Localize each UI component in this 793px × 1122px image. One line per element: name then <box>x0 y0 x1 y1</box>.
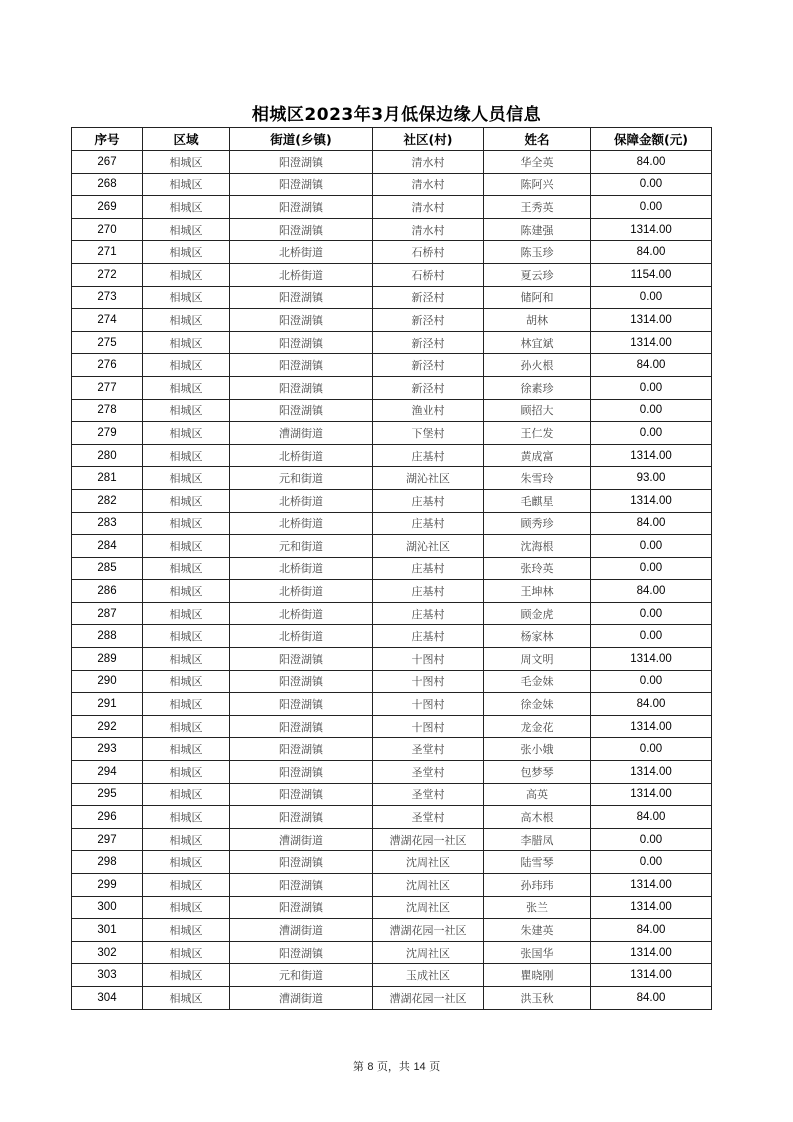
table-row <box>72 806 712 829</box>
cell-name: 徐金妹 <box>484 693 591 716</box>
cell-amount: 0.00 <box>591 738 712 761</box>
cell-amount: 84.00 <box>591 354 712 377</box>
table-row <box>72 422 712 445</box>
cell-index: 268 <box>72 173 143 196</box>
cell-name: 张小娥 <box>484 738 591 761</box>
cell-amount: 0.00 <box>591 670 712 693</box>
cell-name: 王坤林 <box>484 580 591 603</box>
cell-amount: 1314.00 <box>591 896 712 919</box>
column-header-name: 姓名 <box>484 128 591 151</box>
cell-index: 304 <box>72 986 143 1009</box>
cell-index: 276 <box>72 354 143 377</box>
page-title: 相城区2023年3月低保边缘人员信息 <box>251 105 542 125</box>
cell-community: 圣堂村 <box>373 761 484 784</box>
cell-name: 孙火根 <box>484 354 591 377</box>
cell-amount: 1314.00 <box>591 964 712 987</box>
cell-amount: 1154.00 <box>591 263 712 286</box>
cell-amount: 84.00 <box>591 512 712 535</box>
cell-district: 相城区 <box>143 489 230 512</box>
cell-community: 下堡村 <box>373 422 484 445</box>
cell-index: 279 <box>72 422 143 445</box>
cell-amount: 0.00 <box>591 196 712 219</box>
table-row <box>72 512 712 535</box>
cell-name: 徐素珍 <box>484 376 591 399</box>
cell-index: 283 <box>72 512 143 535</box>
cell-name: 高木根 <box>484 806 591 829</box>
cell-index: 302 <box>72 941 143 964</box>
cell-amount: 1314.00 <box>591 331 712 354</box>
cell-index: 286 <box>72 580 143 603</box>
cell-community: 清水村 <box>373 151 484 174</box>
table-row <box>72 738 712 761</box>
cell-district: 相城区 <box>143 376 230 399</box>
table-row <box>72 919 712 942</box>
cell-name: 沈海根 <box>484 535 591 558</box>
cell-name: 孙玮玮 <box>484 874 591 897</box>
cell-amount: 84.00 <box>591 151 712 174</box>
cell-street: 阳澄湖镇 <box>230 783 373 806</box>
cell-name: 陈玉珍 <box>484 241 591 264</box>
cell-name: 高英 <box>484 783 591 806</box>
column-header-index: 序号 <box>72 128 143 151</box>
table-row <box>72 354 712 377</box>
cell-index: 289 <box>72 648 143 671</box>
cell-index: 297 <box>72 828 143 851</box>
cell-amount: 1314.00 <box>591 783 712 806</box>
table-row <box>72 399 712 422</box>
table-row <box>72 851 712 874</box>
table-row <box>72 218 712 241</box>
table-row <box>72 986 712 1009</box>
cell-name: 陈建强 <box>484 218 591 241</box>
cell-community: 清水村 <box>373 173 484 196</box>
table-body <box>72 151 712 1010</box>
cell-district: 相城区 <box>143 761 230 784</box>
table-header-row <box>72 128 712 151</box>
cell-district: 相城区 <box>143 286 230 309</box>
table-row <box>72 783 712 806</box>
cell-name: 周文明 <box>484 648 591 671</box>
cell-street: 北桥街道 <box>230 263 373 286</box>
table-row <box>72 309 712 332</box>
cell-amount: 0.00 <box>591 557 712 580</box>
cell-amount: 84.00 <box>591 986 712 1009</box>
cell-community: 庄基村 <box>373 580 484 603</box>
cell-amount: 1314.00 <box>591 874 712 897</box>
column-header-street: 街道(乡镇) <box>230 128 373 151</box>
cell-index: 287 <box>72 602 143 625</box>
cell-community: 新泾村 <box>373 354 484 377</box>
cell-name: 顾招大 <box>484 399 591 422</box>
cell-district: 相城区 <box>143 241 230 264</box>
cell-district: 相城区 <box>143 874 230 897</box>
cell-district: 相城区 <box>143 738 230 761</box>
cell-index: 292 <box>72 715 143 738</box>
cell-district: 相城区 <box>143 354 230 377</box>
cell-amount: 0.00 <box>591 422 712 445</box>
cell-amount: 1314.00 <box>591 444 712 467</box>
table-row <box>72 376 712 399</box>
table-row <box>72 467 712 490</box>
cell-street: 阳澄湖镇 <box>230 196 373 219</box>
cell-district: 相城区 <box>143 715 230 738</box>
cell-district: 相城区 <box>143 512 230 535</box>
column-header-district: 区域 <box>143 128 230 151</box>
cell-index: 274 <box>72 309 143 332</box>
table-row <box>72 896 712 919</box>
cell-index: 275 <box>72 331 143 354</box>
cell-name: 龙金花 <box>484 715 591 738</box>
cell-street: 阳澄湖镇 <box>230 354 373 377</box>
cell-index: 269 <box>72 196 143 219</box>
cell-district: 相城区 <box>143 151 230 174</box>
table-row <box>72 964 712 987</box>
cell-community: 十图村 <box>373 670 484 693</box>
cell-community: 漕湖花园一社区 <box>373 986 484 1009</box>
cell-name: 毛金妹 <box>484 670 591 693</box>
table-row <box>72 557 712 580</box>
cell-index: 280 <box>72 444 143 467</box>
table-row <box>72 196 712 219</box>
cell-community: 圣堂村 <box>373 783 484 806</box>
cell-name: 顾金虎 <box>484 602 591 625</box>
cell-district: 相城区 <box>143 828 230 851</box>
cell-amount: 84.00 <box>591 806 712 829</box>
cell-street: 元和街道 <box>230 535 373 558</box>
cell-name: 毛麒星 <box>484 489 591 512</box>
cell-amount: 0.00 <box>591 851 712 874</box>
table-row <box>72 241 712 264</box>
cell-amount: 0.00 <box>591 828 712 851</box>
cell-amount: 0.00 <box>591 535 712 558</box>
cell-street: 阳澄湖镇 <box>230 399 373 422</box>
cell-name: 王秀英 <box>484 196 591 219</box>
cell-community: 十图村 <box>373 715 484 738</box>
cell-street: 北桥街道 <box>230 489 373 512</box>
cell-amount: 0.00 <box>591 399 712 422</box>
cell-street: 阳澄湖镇 <box>230 286 373 309</box>
cell-amount: 1314.00 <box>591 715 712 738</box>
cell-district: 相城区 <box>143 693 230 716</box>
cell-district: 相城区 <box>143 263 230 286</box>
cell-street: 阳澄湖镇 <box>230 738 373 761</box>
cell-street: 阳澄湖镇 <box>230 670 373 693</box>
cell-community: 庄基村 <box>373 444 484 467</box>
table-row <box>72 489 712 512</box>
cell-street: 北桥街道 <box>230 580 373 603</box>
table-row <box>72 535 712 558</box>
cell-community: 新泾村 <box>373 376 484 399</box>
cell-district: 相城区 <box>143 670 230 693</box>
cell-amount: 1314.00 <box>591 761 712 784</box>
cell-community: 新泾村 <box>373 331 484 354</box>
cell-street: 阳澄湖镇 <box>230 173 373 196</box>
cell-name: 黄成富 <box>484 444 591 467</box>
page-footer <box>0 1058 793 1074</box>
cell-amount: 84.00 <box>591 919 712 942</box>
cell-district: 相城区 <box>143 422 230 445</box>
cell-community: 新泾村 <box>373 286 484 309</box>
cell-name: 杨家林 <box>484 625 591 648</box>
table-row <box>72 331 712 354</box>
cell-district: 相城区 <box>143 173 230 196</box>
cell-district: 相城区 <box>143 964 230 987</box>
table-row <box>72 693 712 716</box>
cell-community: 庄基村 <box>373 512 484 535</box>
cell-index: 271 <box>72 241 143 264</box>
cell-index: 284 <box>72 535 143 558</box>
footer-middle: 页，共 <box>376 1060 410 1073</box>
cell-district: 相城区 <box>143 196 230 219</box>
cell-community: 湖沁社区 <box>373 535 484 558</box>
cell-amount: 1314.00 <box>591 941 712 964</box>
cell-amount: 1314.00 <box>591 218 712 241</box>
cell-community: 玉成社区 <box>373 964 484 987</box>
cell-index: 300 <box>72 896 143 919</box>
cell-street: 阳澄湖镇 <box>230 218 373 241</box>
cell-name: 储阿和 <box>484 286 591 309</box>
table-row <box>72 625 712 648</box>
cell-index: 291 <box>72 693 143 716</box>
cell-index: 303 <box>72 964 143 987</box>
cell-community: 漕湖花园一社区 <box>373 919 484 942</box>
cell-index: 281 <box>72 467 143 490</box>
cell-street: 北桥街道 <box>230 512 373 535</box>
cell-district: 相城区 <box>143 535 230 558</box>
cell-name: 夏云珍 <box>484 263 591 286</box>
cell-community: 沈周社区 <box>373 941 484 964</box>
cell-community: 十图村 <box>373 693 484 716</box>
cell-community: 新泾村 <box>373 309 484 332</box>
table-row <box>72 580 712 603</box>
cell-name: 朱雪玲 <box>484 467 591 490</box>
cell-street: 阳澄湖镇 <box>230 761 373 784</box>
cell-street: 漕湖街道 <box>230 422 373 445</box>
cell-street: 阳澄湖镇 <box>230 806 373 829</box>
column-header-amount: 保障金额(元) <box>591 128 712 151</box>
cell-street: 北桥街道 <box>230 625 373 648</box>
cell-index: 298 <box>72 851 143 874</box>
cell-street: 阳澄湖镇 <box>230 693 373 716</box>
table-row <box>72 263 712 286</box>
table-row <box>72 670 712 693</box>
cell-street: 阳澄湖镇 <box>230 648 373 671</box>
cell-index: 299 <box>72 874 143 897</box>
table-row <box>72 874 712 897</box>
cell-street: 阳澄湖镇 <box>230 151 373 174</box>
cell-index: 277 <box>72 376 143 399</box>
cell-community: 渔业村 <box>373 399 484 422</box>
cell-street: 漕湖街道 <box>230 986 373 1009</box>
cell-amount: 93.00 <box>591 467 712 490</box>
cell-name: 李腊凤 <box>484 828 591 851</box>
cell-street: 阳澄湖镇 <box>230 376 373 399</box>
cell-district: 相城区 <box>143 602 230 625</box>
cell-index: 273 <box>72 286 143 309</box>
cell-name: 胡林 <box>484 309 591 332</box>
cell-index: 290 <box>72 670 143 693</box>
cell-amount: 84.00 <box>591 693 712 716</box>
cell-district: 相城区 <box>143 783 230 806</box>
cell-name: 洪玉秋 <box>484 986 591 1009</box>
cell-community: 圣堂村 <box>373 806 484 829</box>
cell-name: 陈阿兴 <box>484 173 591 196</box>
table-row <box>72 173 712 196</box>
cell-street: 阳澄湖镇 <box>230 331 373 354</box>
cell-amount: 0.00 <box>591 286 712 309</box>
cell-name: 陆雪琴 <box>484 851 591 874</box>
cell-index: 301 <box>72 919 143 942</box>
cell-community: 十图村 <box>373 648 484 671</box>
cell-community: 庄基村 <box>373 602 484 625</box>
footer-suffix: 页 <box>429 1060 441 1073</box>
cell-index: 282 <box>72 489 143 512</box>
cell-district: 相城区 <box>143 919 230 942</box>
cell-amount: 0.00 <box>591 602 712 625</box>
cell-index: 285 <box>72 557 143 580</box>
cell-community: 庄基村 <box>373 557 484 580</box>
cell-district: 相城区 <box>143 986 230 1009</box>
cell-street: 北桥街道 <box>230 241 373 264</box>
cell-name: 张国华 <box>484 941 591 964</box>
table-row <box>72 151 712 174</box>
cell-name: 张玲英 <box>484 557 591 580</box>
cell-name: 瞿晓刚 <box>484 964 591 987</box>
cell-street: 元和街道 <box>230 964 373 987</box>
cell-district: 相城区 <box>143 806 230 829</box>
cell-community: 湖沁社区 <box>373 467 484 490</box>
cell-street: 阳澄湖镇 <box>230 715 373 738</box>
cell-district: 相城区 <box>143 444 230 467</box>
cell-street: 北桥街道 <box>230 557 373 580</box>
cell-street: 北桥街道 <box>230 602 373 625</box>
cell-index: 296 <box>72 806 143 829</box>
current-page-number: 8 <box>367 1061 374 1073</box>
cell-index: 267 <box>72 151 143 174</box>
cell-district: 相城区 <box>143 625 230 648</box>
cell-community: 沈周社区 <box>373 851 484 874</box>
table-row <box>72 286 712 309</box>
cell-index: 293 <box>72 738 143 761</box>
cell-amount: 1314.00 <box>591 648 712 671</box>
cell-name: 林宜斌 <box>484 331 591 354</box>
cell-street: 元和街道 <box>230 467 373 490</box>
cell-name: 王仁发 <box>484 422 591 445</box>
cell-street: 阳澄湖镇 <box>230 309 373 332</box>
cell-community: 沈周社区 <box>373 896 484 919</box>
cell-name: 包梦琴 <box>484 761 591 784</box>
cell-district: 相城区 <box>143 648 230 671</box>
cell-community: 清水村 <box>373 196 484 219</box>
cell-district: 相城区 <box>143 580 230 603</box>
cell-community: 庄基村 <box>373 489 484 512</box>
cell-community: 沈周社区 <box>373 874 484 897</box>
cell-street: 阳澄湖镇 <box>230 874 373 897</box>
cell-index: 278 <box>72 399 143 422</box>
cell-amount: 0.00 <box>591 625 712 648</box>
cell-community: 庄基村 <box>373 625 484 648</box>
cell-street: 漕湖街道 <box>230 919 373 942</box>
cell-name: 张兰 <box>484 896 591 919</box>
cell-amount: 84.00 <box>591 241 712 264</box>
cell-amount: 84.00 <box>591 580 712 603</box>
table-row <box>72 761 712 784</box>
cell-community: 圣堂村 <box>373 738 484 761</box>
cell-street: 阳澄湖镇 <box>230 896 373 919</box>
cell-index: 295 <box>72 783 143 806</box>
table-row <box>72 828 712 851</box>
table-row <box>72 941 712 964</box>
cell-district: 相城区 <box>143 557 230 580</box>
cell-district: 相城区 <box>143 309 230 332</box>
cell-community: 石桥村 <box>373 263 484 286</box>
cell-district: 相城区 <box>143 331 230 354</box>
cell-community: 清水村 <box>373 218 484 241</box>
table-row <box>72 444 712 467</box>
data-table <box>71 127 712 1010</box>
cell-amount: 1314.00 <box>591 309 712 332</box>
cell-district: 相城区 <box>143 851 230 874</box>
cell-name: 顾秀珍 <box>484 512 591 535</box>
footer-prefix: 第 <box>352 1060 364 1073</box>
column-header-community: 社区(村) <box>373 128 484 151</box>
cell-index: 270 <box>72 218 143 241</box>
cell-district: 相城区 <box>143 399 230 422</box>
cell-district: 相城区 <box>143 218 230 241</box>
cell-index: 288 <box>72 625 143 648</box>
cell-name: 朱建英 <box>484 919 591 942</box>
cell-district: 相城区 <box>143 467 230 490</box>
cell-community: 漕湖花园一社区 <box>373 828 484 851</box>
cell-index: 294 <box>72 761 143 784</box>
cell-index: 272 <box>72 263 143 286</box>
cell-district: 相城区 <box>143 941 230 964</box>
cell-street: 阳澄湖镇 <box>230 941 373 964</box>
table-row <box>72 715 712 738</box>
table-row <box>72 602 712 625</box>
cell-community: 石桥村 <box>373 241 484 264</box>
cell-street: 北桥街道 <box>230 444 373 467</box>
cell-street: 阳澄湖镇 <box>230 851 373 874</box>
cell-amount: 0.00 <box>591 376 712 399</box>
table-row <box>72 648 712 671</box>
cell-amount: 0.00 <box>591 173 712 196</box>
cell-amount: 1314.00 <box>591 489 712 512</box>
total-page-count: 14 <box>413 1061 426 1073</box>
cell-name: 华全英 <box>484 151 591 174</box>
cell-street: 漕湖街道 <box>230 828 373 851</box>
cell-district: 相城区 <box>143 896 230 919</box>
